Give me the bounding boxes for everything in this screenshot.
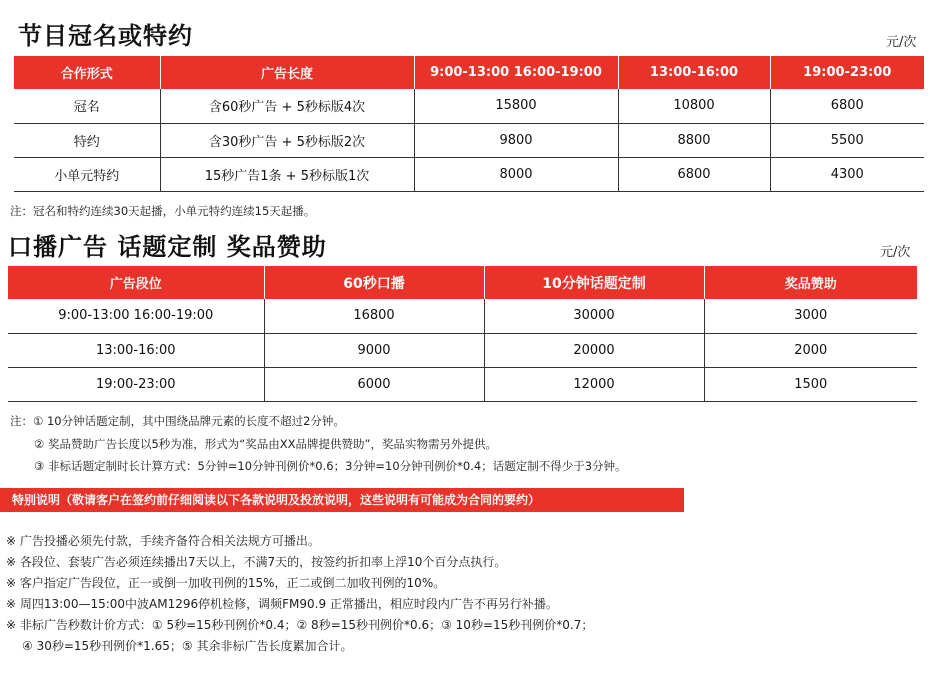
col-header-length: 广告长度	[160, 56, 414, 89]
col-header-slot-3: 19:00-23:00	[770, 56, 924, 89]
table-row	[8, 367, 917, 401]
section1-note: 注：冠名和特约连续30天起播，小单元特约连续15天起播。	[10, 204, 316, 218]
table-cell: 19:00-23:00	[8, 367, 264, 401]
section2-title: 口播广告 话题定制 奖品赞助	[8, 233, 327, 261]
table-cell: 10800	[618, 89, 770, 123]
table-row	[14, 89, 924, 123]
table-cell: 8000	[414, 157, 618, 191]
table-cell: 30000	[484, 299, 704, 333]
table-cell: 含60秒广告 + 5秒标版4次	[160, 89, 414, 123]
special-bullet: ※ 非标广告秒数计价方式：① 5秒=15秒刊例价*0.4；② 8秒=15秒刊例价*0.6；③ 10秒=15秒刊例价*0.7；	[6, 618, 594, 632]
table-cell: 6000	[264, 367, 484, 401]
table-cell: 9000	[264, 333, 484, 367]
table-cell: 12000	[484, 367, 704, 401]
section2-note-1: 注：① 10分钟话题定制，其中围绕品牌元素的长度不超过2分钟。	[10, 414, 345, 428]
section2-note-2: ② 奖品赞助广告长度以5秒为准，形式为“奖品由XX品牌提供赞助”，奖品实物需另外提供。	[34, 437, 497, 451]
table-cell: 5500	[770, 123, 924, 157]
table-cell: 1500	[704, 367, 917, 401]
table-cell: 小单元特约	[14, 157, 160, 191]
special-bullet: ※ 广告投播必须先付款，手续齐备符合相关法规方可播出。	[6, 534, 320, 548]
table-row	[14, 157, 924, 191]
section1-unit: 元/次	[886, 35, 917, 50]
table-cell: 9800	[414, 123, 618, 157]
table-cell: 特约	[14, 123, 160, 157]
table-cell: 8800	[618, 123, 770, 157]
table-cell: 6800	[770, 89, 924, 123]
table-cell: 20000	[484, 333, 704, 367]
col-header-slot-1: 9:00-13:00 16:00-19:00	[414, 56, 618, 89]
program-sponsorship-table	[14, 56, 924, 192]
table-cell: 9:00-13:00 16:00-19:00	[8, 299, 264, 333]
col-header-slot: 广告段位	[8, 266, 264, 299]
table-header-row	[8, 266, 917, 299]
section1-title: 节目冠名或特约	[18, 22, 193, 50]
section2-note-3: ③ 非标话题定制时长计算方式：5分钟=10分钟刊例价*0.6；3分钟=10分钟刊例价*0.4；话题定制不得少于3分钟。	[34, 459, 627, 473]
table-header-row	[14, 56, 924, 89]
special-bullet: ※ 周四13:00—15:00中波AM1296停机检修，调频FM90.9 正常播出，相应时段内广告不再另行补播。	[6, 597, 558, 611]
col-header-format: 合作形式	[14, 56, 160, 89]
table-cell: 3000	[704, 299, 917, 333]
table-cell: 含30秒广告 + 5秒标版2次	[160, 123, 414, 157]
voice-ad-table	[8, 266, 917, 402]
table-cell: 13:00-16:00	[8, 333, 264, 367]
special-bullet: ※ 各段位、套装广告必须连续播出7天以上，不满7天的，按签约折扣率上浮10个百分点执行。	[6, 555, 507, 569]
table-cell: 4300	[770, 157, 924, 191]
section2-unit: 元/次	[880, 245, 911, 260]
special-bullet: ※ 客户指定广告段位，正一或倒一加收刊例的15%，正二或倒二加收刊例的10%。	[6, 576, 446, 590]
special-notice-banner: 特别说明（敬请客户在签约前仔细阅读以下各款说明及投放说明，这些说明有可能成为合同的要约）	[0, 488, 684, 512]
col-header-60s-voice: 60秒口播	[264, 266, 484, 299]
table-row	[8, 299, 917, 333]
table-cell: 冠名	[14, 89, 160, 123]
table-cell: 16800	[264, 299, 484, 333]
col-header-topic-custom: 10分钟话题定制	[484, 266, 704, 299]
table-cell: 2000	[704, 333, 917, 367]
table-cell: 6800	[618, 157, 770, 191]
col-header-slot-2: 13:00-16:00	[618, 56, 770, 89]
table-row	[14, 123, 924, 157]
table-cell: 15秒广告1条 + 5秒标版1次	[160, 157, 414, 191]
special-bullet: ④ 30秒=15秒刊例价*1.65；⑤ 其余非标广告长度累加合计。	[22, 639, 353, 653]
table-row	[8, 333, 917, 367]
table-cell: 15800	[414, 89, 618, 123]
col-header-prize-sponsor: 奖品赞助	[704, 266, 917, 299]
